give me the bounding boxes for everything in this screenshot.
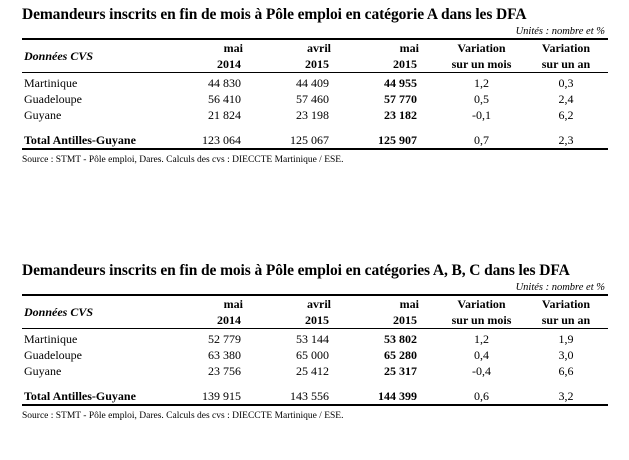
spacer-row: [22, 123, 608, 132]
cell-april-2015: 143 556: [290, 389, 329, 403]
row-label: Total Antilles-Guyane: [24, 389, 136, 403]
cell-april-2015: 23 198: [296, 108, 329, 122]
table-row: [22, 75, 608, 91]
header-line: sur un an: [541, 313, 591, 327]
header-variation-year: [524, 295, 608, 329]
cell-may-2014: 139 915: [202, 389, 241, 403]
units-note: Unités : nombre et %: [515, 282, 605, 293]
cell-april-2015: 25 412: [296, 364, 329, 378]
cell-variation-month: 1,2: [474, 76, 489, 90]
header-line: avril: [307, 41, 331, 55]
data-table: [22, 38, 608, 150]
cell-variation-year: 2,4: [558, 92, 574, 106]
cell-may-2015: 44 955: [384, 76, 417, 90]
header-line: 2015: [305, 313, 329, 327]
header-line: 2015: [393, 313, 417, 327]
cell-may-2014: 123 064: [202, 133, 241, 147]
cell-may-2015: 144 399: [378, 389, 417, 403]
table-block-category-a: [22, 5, 608, 167]
table-row: [22, 107, 608, 123]
row-label: Guyane: [24, 364, 62, 378]
cell-variation-month: -0,4: [472, 364, 491, 378]
header-line: Variation: [541, 297, 591, 311]
cell-variation-year: 0,3: [558, 76, 574, 90]
cell-may-2014: 23 756: [208, 364, 241, 378]
cell-may-2015: 53 802: [384, 332, 417, 346]
cell-may-2014: 44 830: [208, 76, 241, 90]
table-row: [22, 331, 608, 347]
cell-may-2015: 25 317: [384, 364, 417, 378]
cell-variation-year: 6,6: [558, 364, 574, 378]
cell-variation-year: 1,9: [558, 332, 574, 346]
header-line: sur un mois: [451, 57, 512, 71]
header-row: [22, 295, 608, 329]
source-note: Source : STMT - Pôle emploi, Dares. Calculs des cvs : DIECCTE Martinique / ESE.: [22, 411, 344, 421]
table-row: [22, 347, 608, 363]
cell-variation-year: 6,2: [558, 108, 574, 122]
header-line: sur un an: [541, 57, 591, 71]
cell-april-2015: 44 409: [296, 76, 329, 90]
cell-variation-month: 0,7: [474, 133, 489, 147]
row-label: Martinique: [24, 332, 78, 346]
cell-may-2015: 23 182: [384, 108, 417, 122]
cell-variation-month: 0,6: [474, 389, 489, 403]
table-title: Demandeurs inscrits en fin de mois à Pôle emploi en catégories A, B, C dans les DFA: [22, 262, 570, 279]
cell-april-2015: 65 000: [296, 348, 329, 362]
cell-variation-year: 2,3: [558, 133, 574, 147]
cell-may-2015: 57 770: [384, 92, 417, 106]
cell-variation-year: 3,0: [558, 348, 574, 362]
cell-variation-month: -0,1: [472, 108, 491, 122]
cell-may-2014: 52 779: [208, 332, 241, 346]
table-block-category-abc: [22, 261, 608, 423]
total-row: [22, 132, 608, 149]
cell-variation-year: 3,2: [558, 389, 574, 403]
row-label: Guadeloupe: [24, 348, 82, 362]
header-line: mai: [223, 41, 243, 55]
row-label: Martinique: [24, 76, 78, 90]
header-may-2015: [351, 295, 439, 329]
header-line: 2015: [305, 57, 329, 71]
source-note: Source : STMT - Pôle emploi, Dares. Calculs des cvs : DIECCTE Martinique / ESE.: [22, 155, 344, 165]
header-line: Variation: [457, 41, 506, 55]
row-label: Total Antilles-Guyane: [24, 133, 136, 147]
header-april-2015: [263, 39, 351, 73]
header-variation-year: [524, 39, 608, 73]
header-line: avril: [307, 297, 331, 311]
cell-may-2015: 125 907: [378, 133, 417, 147]
row-header-label: Données CVS: [24, 49, 94, 63]
header-may-2014: [174, 39, 263, 73]
cell-april-2015: 57 460: [296, 92, 329, 106]
header-line: mai: [399, 41, 419, 55]
bottom-rule: [22, 149, 608, 150]
header-variation-month: [439, 39, 524, 73]
cell-may-2014: 21 824: [208, 108, 241, 122]
units-note: Unités : nombre et %: [515, 26, 605, 37]
header-line: 2014: [217, 313, 241, 327]
spacer-row: [22, 379, 608, 388]
cell-variation-month: 1,2: [474, 332, 489, 346]
header-may-2014: [174, 295, 263, 329]
cell-may-2014: 63 380: [208, 348, 241, 362]
header-may-2015: [351, 39, 439, 73]
header-line: 2015: [393, 57, 417, 71]
cell-variation-month: 0,4: [474, 348, 489, 362]
cell-april-2015: 125 067: [290, 133, 329, 147]
header-line: Variation: [457, 297, 506, 311]
bottom-rule: [22, 405, 608, 406]
table-row: [22, 91, 608, 107]
header-row: [22, 39, 608, 73]
cell-variation-month: 0,5: [474, 92, 489, 106]
cell-may-2014: 56 410: [208, 92, 241, 106]
cell-april-2015: 53 144: [296, 332, 329, 346]
header-line: sur un mois: [451, 313, 512, 327]
row-label: Guyane: [24, 108, 62, 122]
header-line: Variation: [541, 41, 591, 55]
header-line: mai: [223, 297, 243, 311]
header-line: 2014: [217, 57, 241, 71]
row-header-label: Données CVS: [24, 305, 94, 319]
header-line: mai: [399, 297, 419, 311]
cell-may-2015: 65 280: [384, 348, 417, 362]
data-table: [22, 294, 608, 406]
total-row: [22, 388, 608, 405]
header-variation-month: [439, 295, 524, 329]
table-row: [22, 363, 608, 379]
header-april-2015: [263, 295, 351, 329]
row-label: Guadeloupe: [24, 92, 82, 106]
table-title: Demandeurs inscrits en fin de mois à Pôle emploi en catégorie A dans les DFA: [22, 6, 527, 23]
